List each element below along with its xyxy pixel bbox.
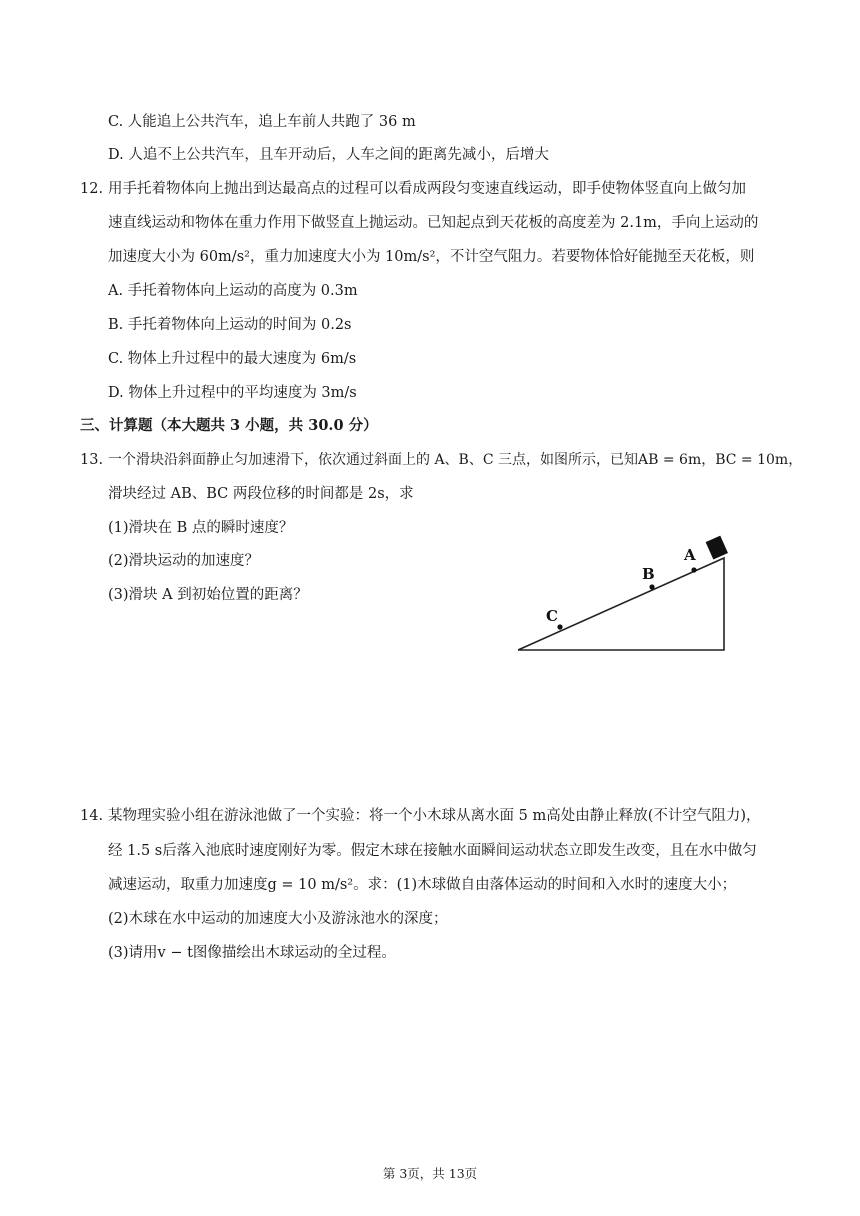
q11-option-d: D. 人追不上公共汽车，且车开动后，人车之间的距离先减小，后增大 xyxy=(108,147,549,163)
q12-number: 12. xyxy=(80,181,104,197)
q14-stem-line3: 减速运动，取重力加速度g = 10 m/s²。求：(1)木球做自由落体运动的时间和入水时的速度大小； xyxy=(108,877,737,893)
label-a: A xyxy=(684,546,696,564)
page-footer: 第 3页，共 13页 xyxy=(382,1166,478,1181)
section-title: 三、计算题（本大题共 3 小题，共 30.0 分） xyxy=(80,417,378,434)
point-a xyxy=(691,567,696,572)
label-b: B xyxy=(642,565,655,583)
q11-option-c: C. 人能追上公共汽车，追上车前人共跑了 36 m xyxy=(108,114,416,130)
q12-stem-line1: 用手托着物体向上抛出到达最高点的过程可以看成两段匀变速直线运动，即手使物体竖直向上做匀加 xyxy=(108,181,746,197)
q13-sub1: (1)滑块在 B 点的瞬时速度？ xyxy=(108,520,294,536)
q14-sub2: (2)木球在水中运动的加速度大小及游泳池水的深度； xyxy=(108,911,448,927)
slider-block xyxy=(706,536,728,560)
q14-sub3: (3)请用v − t图像描绘出木球运动的全过程。 xyxy=(108,945,396,961)
incline-diagram xyxy=(510,530,740,660)
q13-sub2: (2)滑块运动的加速度？ xyxy=(108,553,260,569)
q12-option-d: D. 物体上升过程中的平均速度为 3m/s xyxy=(108,385,357,401)
q12-option-c: C. 物体上升过程中的最大速度为 6m/s xyxy=(108,351,357,367)
q14-number: 14. xyxy=(80,808,104,824)
point-b xyxy=(649,584,654,589)
q12-stem-line2: 速直线运动和物体在重力作用下做竖直上抛运动。已知起点到天花板的高度差为 2.1m，手向上运动的 xyxy=(108,215,759,231)
q12-option-b: B. 手托着物体向上运动的时间为 0.2s xyxy=(108,317,352,333)
label-c: C xyxy=(546,607,558,625)
point-c xyxy=(557,624,562,629)
q12-option-a: A. 手托着物体向上运动的高度为 0.3m xyxy=(108,283,358,299)
q12-stem-line3: 加速度大小为 60m/s²，重力加速度大小为 10m/s²，不计空气阻力。若要物体恰好能抛至天花板，则 xyxy=(108,249,755,265)
q14-stem-line2: 经 1.5 s后落入池底时速度刚好为零。假定木球在接触水面瞬间运动状态立即发生改变，且在水中做匀 xyxy=(108,843,757,859)
q13-sub3: (3)滑块 A 到初始位置的距离？ xyxy=(108,587,308,603)
q14-stem-line1: 某物理实验小组在游泳池做了一个实验：将一个小木球从离水面 5 m高处由静止释放(不计空气阻力)， xyxy=(108,808,761,824)
q13-stem-line2: 滑块经过 AB、BC 两段位移的时间都是 2s，求 xyxy=(108,486,414,502)
q13-stem-line1: 一个滑块沿斜面静止匀加速滑下，依次通过斜面上的 A、B、C 三点，如图所示，已知AB = 6m，BC = 10m， xyxy=(108,452,803,468)
q13-number: 13. xyxy=(80,452,104,468)
